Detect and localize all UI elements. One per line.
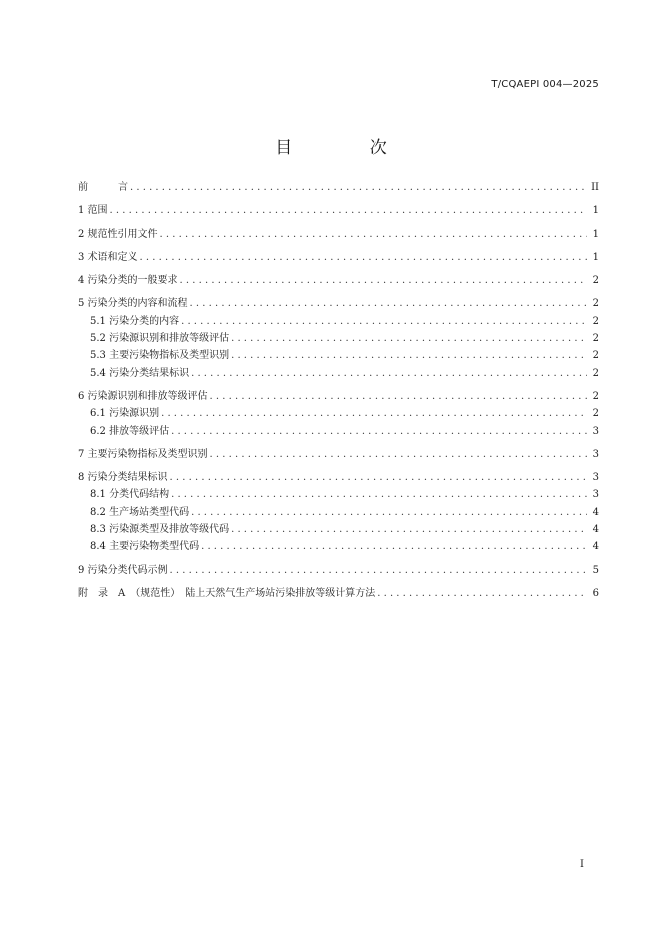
document-code: T/CQAEPI 004—2025 <box>491 79 599 90</box>
toc-entry-page: 2 <box>592 298 599 310</box>
toc-entry-label: 2 规范性引用文件 <box>78 228 158 240</box>
toc-leader-dots <box>231 349 587 363</box>
toc-entry-label: 4 污染分类的一般要求 <box>78 275 178 287</box>
toc-entry-page: 6 <box>592 587 599 599</box>
toc-entry[interactable] <box>78 315 599 329</box>
toc-entry[interactable] <box>78 204 599 218</box>
toc-leader-dots <box>140 251 587 265</box>
toc-entry[interactable] <box>78 488 599 502</box>
toc-entry-page: 5 <box>592 564 599 576</box>
toc-leader-dots <box>170 564 587 578</box>
toc-entry-page: 1 <box>592 228 599 240</box>
toc-leader-dots <box>210 390 587 404</box>
toc-entry-label: 8.1 分类代码结构 <box>90 489 170 501</box>
toc-entry-page: 2 <box>592 275 599 287</box>
toc-entry-label: 8.4 主要污染物类型代码 <box>90 541 200 553</box>
toc-entry-page: 3 <box>592 472 599 484</box>
page-title: 目 次 <box>275 138 423 158</box>
toc-entry-label: 8 污染分类结果标识 <box>78 472 168 484</box>
toc-entry-page: 2 <box>592 315 599 327</box>
toc-entry[interactable] <box>78 251 599 265</box>
toc-entry-page: 2 <box>592 350 599 362</box>
toc-entry[interactable] <box>78 407 599 421</box>
toc-entry-label: 5.4 污染分类结果标识 <box>90 367 190 379</box>
toc-entry[interactable] <box>78 425 599 439</box>
toc-leader-dots <box>171 425 587 439</box>
toc-leader-dots <box>181 315 587 329</box>
toc-entry[interactable] <box>78 506 599 520</box>
toc-entry[interactable] <box>78 448 599 462</box>
toc-entry-label: 5.2 污染源识别和排放等级评估 <box>90 333 230 345</box>
table-of-contents <box>78 181 599 601</box>
toc-leader-dots <box>377 587 587 601</box>
toc-entry-page: 2 <box>592 390 599 402</box>
toc-entry[interactable] <box>78 274 599 288</box>
toc-entry[interactable] <box>78 349 599 363</box>
toc-entry-label: 前 言 <box>78 182 128 193</box>
toc-entry[interactable] <box>78 540 599 554</box>
toc-entry-page: 4 <box>592 541 599 553</box>
toc-entry-label: 7 主要污染物指标及类型识别 <box>78 448 208 460</box>
toc-entry[interactable] <box>78 181 599 195</box>
toc-leader-dots <box>170 471 587 485</box>
toc-entry-label: 9 污染分类代码示例 <box>78 564 168 576</box>
toc-entry-label: 6 污染源识别和排放等级评估 <box>78 390 208 402</box>
toc-entry-label: 8.3 污染源类型及排放等级代码 <box>90 524 230 536</box>
toc-entry[interactable] <box>78 367 599 381</box>
toc-entry-page: 1 <box>592 251 599 263</box>
toc-leader-dots <box>160 228 587 242</box>
toc-entry-page: 4 <box>592 524 599 536</box>
toc-entry-page: 2 <box>592 333 599 345</box>
toc-entry[interactable] <box>78 390 599 404</box>
toc-entry-page: 2 <box>592 408 599 420</box>
toc-entry[interactable] <box>78 523 599 537</box>
toc-entry-label: 5 污染分类的内容和流程 <box>78 298 188 310</box>
toc-entry[interactable] <box>78 471 599 485</box>
toc-entry[interactable] <box>78 564 599 578</box>
toc-entry-label: 8.2 生产场站类型代码 <box>90 506 190 518</box>
toc-entry-page: 4 <box>592 506 599 518</box>
toc-leader-dots <box>190 297 587 311</box>
toc-leader-dots <box>191 506 587 520</box>
toc-entry-page: 3 <box>592 425 599 437</box>
toc-entry-label: 6.1 污染源识别 <box>90 408 160 420</box>
toc-entry-label: 1 范围 <box>78 205 108 217</box>
toc-leader-dots <box>191 367 587 381</box>
toc-entry-label: 5.3 主要污染物指标及类型识别 <box>90 350 230 362</box>
toc-leader-dots <box>130 181 587 195</box>
toc-entry-label: 3 术语和定义 <box>78 251 138 263</box>
toc-entry-page: 2 <box>592 367 599 379</box>
toc-entry-label: 5.1 污染分类的内容 <box>90 315 180 327</box>
toc-leader-dots <box>171 488 587 502</box>
toc-leader-dots <box>210 448 587 462</box>
toc-entry[interactable] <box>78 297 599 311</box>
toc-leader-dots <box>180 274 587 288</box>
toc-leader-dots <box>201 540 587 554</box>
page-number: I <box>580 859 584 870</box>
toc-leader-dots <box>161 407 587 421</box>
toc-entry[interactable] <box>78 332 599 346</box>
toc-entry-label: 附 录 A （规范性） 陆上天然气生产场站污染排放等级计算方法 <box>78 587 376 599</box>
toc-leader-dots <box>231 332 587 346</box>
toc-entry-page: II <box>591 182 599 193</box>
toc-leader-dots <box>231 523 587 537</box>
toc-entry-page: 1 <box>592 205 599 217</box>
toc-leader-dots <box>110 204 587 218</box>
toc-entry-page: 3 <box>592 489 599 501</box>
toc-entry[interactable] <box>78 228 599 242</box>
toc-entry-page: 3 <box>592 448 599 460</box>
toc-entry[interactable] <box>78 587 599 601</box>
toc-entry-label: 6.2 排放等级评估 <box>90 425 170 437</box>
